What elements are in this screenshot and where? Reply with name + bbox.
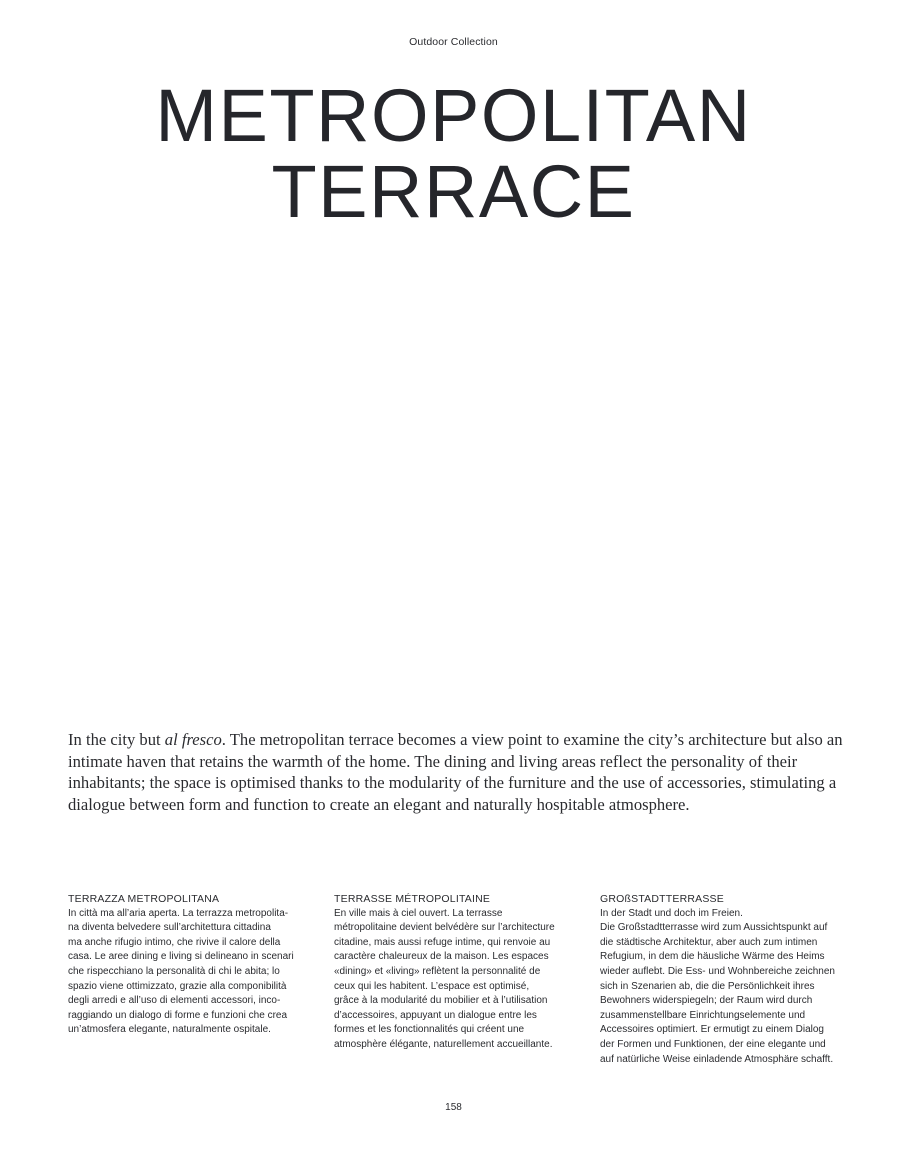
german-line: Accessoires optimiert. Er ermutigt zu einem Dialog <box>600 1024 824 1036</box>
german-line: Bewohners widerspiegeln; der Raum wird durch <box>600 995 813 1007</box>
german-line: der Formen und Funktionen, der eine elegante und <box>600 1038 826 1050</box>
french-line: ceux qui les habitent. L’espace est optimisé, <box>334 980 530 992</box>
french-line: d’accessoires, appuyant un dialogue entre les <box>334 1009 537 1021</box>
title-line-2: TERRACE <box>271 150 636 233</box>
italian-line: raggiando un dialogo di forme e funzioni che crea <box>68 1009 288 1021</box>
italian-line: che rispecchiano la personalità di chi le abita; lo <box>68 965 280 977</box>
german-line: die städtische Architektur, aber auch zum intimen <box>600 936 818 948</box>
section-kicker: Outdoor Collection <box>409 36 498 48</box>
page-title <box>0 74 907 233</box>
german-line: Die Großstadtterrasse wird zum Aussichtspunkt auf <box>600 922 828 934</box>
french-line: formes et les fonctionnalités qui créent une <box>334 1024 525 1036</box>
italian-line: na diventa belvedere sull’architettura cittadina <box>68 922 271 934</box>
italian-line: un’atmosfera elegante, naturalmente ospitale. <box>68 1024 271 1036</box>
french-text-column <box>334 892 580 1053</box>
italian-line: In città ma all’aria aperta. La terrazza metropolita- <box>68 907 289 919</box>
intro-lead: In the city but <box>68 730 165 749</box>
italian-line: ma anche rifugio intimo, che rivive il calore della <box>68 936 281 948</box>
german-line: auf natürliche Weise einladende Atmosphäre schafft. <box>600 1053 834 1065</box>
german-line: Refugium, in dem die häusliche Wärme des Heims <box>600 951 825 963</box>
german-heading: GROßSTADTTERRASSE <box>600 893 724 905</box>
french-line: En ville mais à ciel ouvert. La terrasse <box>334 907 503 919</box>
page-number: 158 <box>445 1102 462 1113</box>
intro-rest: . The metropolitan terrace becomes a view point to examine the city’s architecture but also an intimate haven that retains the warmth of the home. The dining and living areas reflect the personality of their inhabitants; the space is optimised thanks to the modularity of the furniture and the use of accessories, stimulating a dialogue between form and function to create an elegant and naturally hospitable atmosphere. <box>68 730 843 815</box>
intro-paragraph <box>68 729 848 816</box>
italian-line: degli arredi e all’uso di elementi accessori, inco- <box>68 995 281 1007</box>
french-line: caractère chaleureux de la maison. Les espaces <box>334 951 549 963</box>
french-line: grâce à la modularité du mobilier et à l’utilisation <box>334 995 548 1007</box>
french-line: métropolitaine devient belvédère sur l’architecture <box>334 922 555 934</box>
german-line: wieder auflebt. Die Ess- und Wohnbereiche zeichnen <box>600 965 835 977</box>
german-line: In der Stadt und doch im Freien. <box>600 907 743 919</box>
italian-heading: TERRAZZA METROPOLITANA <box>68 893 220 905</box>
german-line: sich in Szenarien ab, die die Persönlichkeit ihres <box>600 980 815 992</box>
french-heading: TERRASSE MÉTROPOLITAINE <box>334 893 491 905</box>
italian-text-column <box>68 892 308 1038</box>
italian-line: casa. Le aree dining e living si delineano in scenari <box>68 951 294 963</box>
french-line: citadine, mais aussi refuge intime, qui renvoie au <box>334 936 551 948</box>
intro-emphasis: al fresco <box>164 730 222 749</box>
german-line: zusammenstellbare Einrichtungselemente und <box>600 1009 806 1021</box>
french-line: atmosphère élégante, naturellement accueillante. <box>334 1038 553 1050</box>
title-line-1: METROPOLITAN <box>155 74 752 157</box>
german-text-column <box>600 892 856 1067</box>
french-line: «dining» et «living» reflètent la personnalité de <box>334 965 541 977</box>
italian-line: spazio viene ottimizzato, grazie alla componibilità <box>68 980 287 992</box>
